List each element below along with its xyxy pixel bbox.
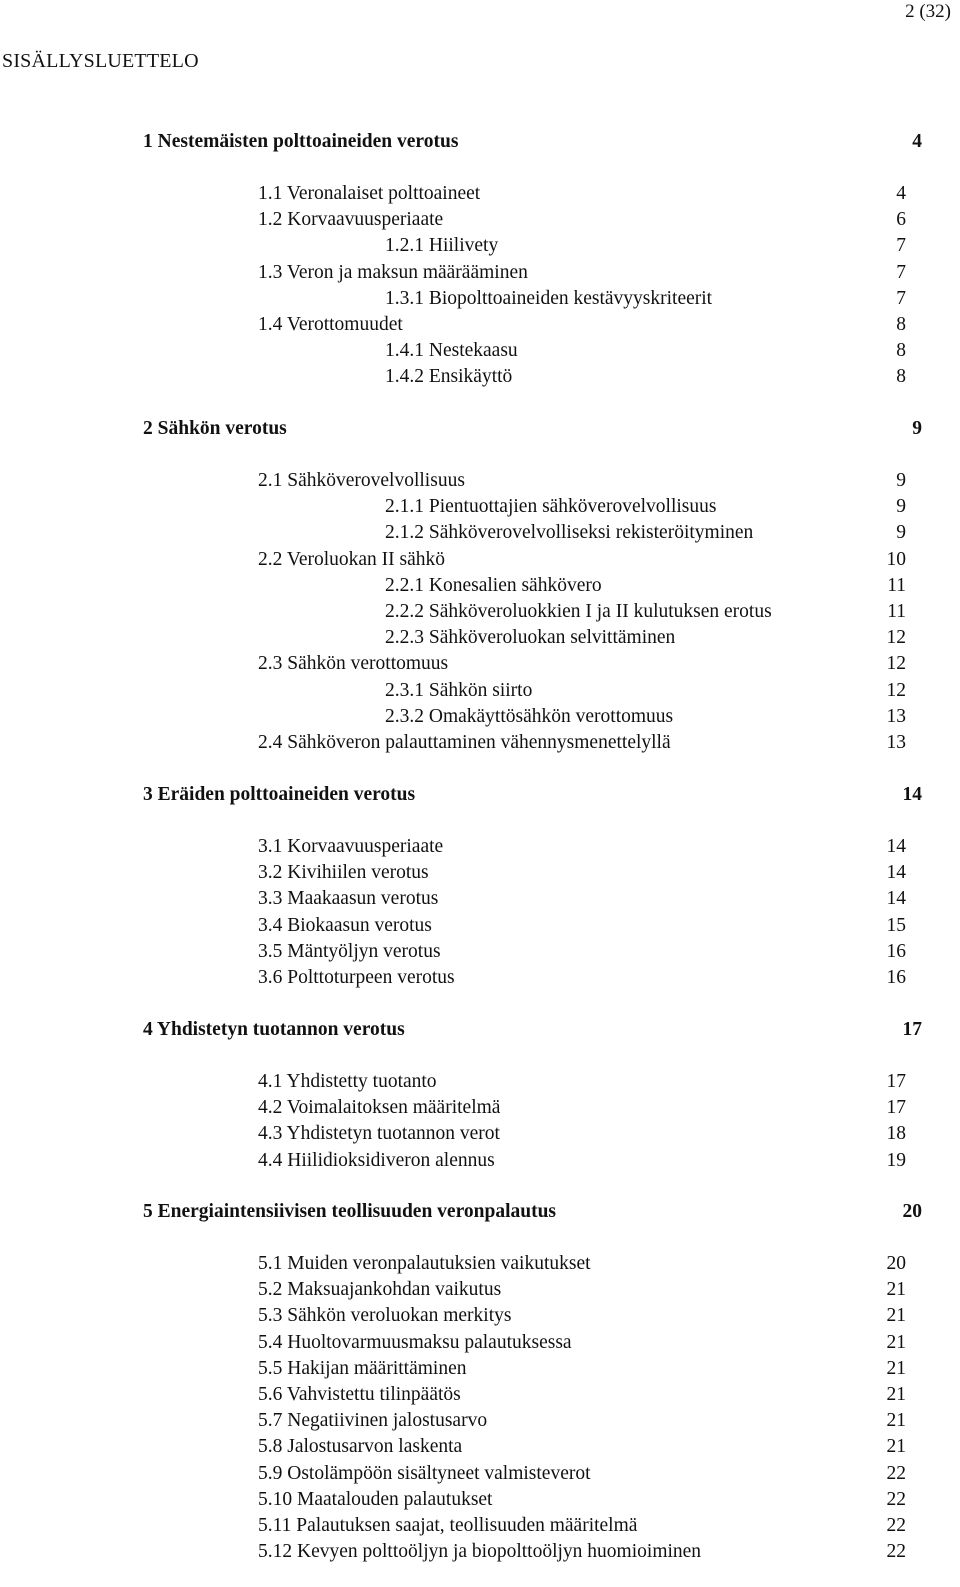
toc-subsection-entry[interactable] bbox=[0, 1408, 960, 1434]
toc-entry-label: 5 Energiaintensiivisen teollisuuden veronpalautus bbox=[143, 1201, 557, 1222]
toc-entry-page-number: 21 bbox=[886, 1384, 906, 1405]
toc-subsubsection-entry[interactable] bbox=[0, 494, 960, 520]
toc-entry-page-number: 11 bbox=[887, 601, 906, 622]
toc-entry-label: 1.2.1 Hiilivety bbox=[385, 235, 499, 257]
toc-subsubsection-entry[interactable] bbox=[0, 625, 960, 651]
toc-entry-label: 2.3.2 Omakäyttösähkön verottomuus bbox=[385, 705, 674, 727]
toc-entry-page-number: 14 bbox=[886, 888, 906, 910]
toc-entry-page-number: 8 bbox=[896, 366, 906, 388]
toc-entry-label: 2.3 Sähkön verottomuus bbox=[258, 653, 449, 675]
toc-title: SISÄLLYSLUETTELO bbox=[2, 50, 199, 72]
toc-entry-label: 3.6 Polttoturpeen verotus bbox=[258, 967, 455, 988]
toc-subsection-entry[interactable] bbox=[0, 939, 960, 965]
toc-entry-page-number: 21 bbox=[886, 1305, 906, 1327]
toc-entry-page-number: 8 bbox=[896, 340, 906, 362]
toc-entry-page-number: 16 bbox=[886, 967, 906, 988]
toc-entry-page-number: 22 bbox=[886, 1515, 906, 1536]
toc-entry-page-number: 7 bbox=[896, 287, 906, 309]
toc-subsection-entry[interactable] bbox=[0, 1121, 960, 1147]
toc-entry-label: 5.9 Ostolämpöön sisältyneet valmisteverot bbox=[258, 1462, 591, 1484]
toc-subsection-entry[interactable] bbox=[0, 886, 960, 912]
toc-subsection-entry[interactable] bbox=[0, 730, 960, 756]
toc-subsection-entry[interactable] bbox=[0, 1461, 960, 1487]
toc-entry-page-number: 14 bbox=[902, 784, 922, 805]
toc-entry-label: 2.1 Sähköverovelvollisuus bbox=[258, 470, 465, 491]
toc-subsubsection-entry[interactable] bbox=[0, 338, 960, 364]
toc-subsection-entry[interactable] bbox=[0, 1251, 960, 1277]
toc-entry-page-number: 16 bbox=[886, 940, 906, 962]
toc-entry-label: 5.2 Maksuajankohdan vaikutus bbox=[258, 1279, 502, 1301]
toc-section-heading[interactable] bbox=[0, 1017, 960, 1043]
toc-entry-page-number: 12 bbox=[886, 653, 906, 675]
toc-entry-label: 1.1 Veronalaiset polttoaineet bbox=[258, 183, 481, 204]
toc-subsubsection-entry[interactable] bbox=[0, 704, 960, 730]
toc-entry-label: 5.4 Huoltovarmuusmaksu palautuksessa bbox=[258, 1331, 572, 1353]
toc-entry-page-number: 4 bbox=[912, 131, 922, 152]
toc-entry-label: 2.2.2 Sähköveroluokkien I ja II kulutuksen erotus bbox=[385, 601, 772, 622]
toc-subsection-entry[interactable] bbox=[0, 468, 960, 494]
toc-subsubsection-entry[interactable] bbox=[0, 573, 960, 599]
toc-section-heading[interactable] bbox=[0, 416, 960, 442]
toc-entry-page-number: 9 bbox=[896, 522, 906, 544]
toc-subsection-entry[interactable] bbox=[0, 1095, 960, 1121]
toc-entry-label: 2.3.1 Sähkön siirto bbox=[385, 679, 533, 701]
toc-entry-label: 5.11 Palautuksen saajat, teollisuuden määritelmä bbox=[258, 1515, 638, 1536]
toc-entry-page-number: 20 bbox=[886, 1253, 906, 1274]
toc-entry-label: 2.2.1 Konesalien sähkövero bbox=[385, 574, 602, 596]
toc-entry-label: 1.3.1 Biopolttoaineiden kestävyyskriteerit bbox=[385, 287, 713, 309]
toc-subsubsection-entry[interactable] bbox=[0, 364, 960, 390]
toc-subsection-entry[interactable] bbox=[0, 651, 960, 677]
toc-entry-page-number: 14 bbox=[886, 836, 906, 857]
toc-entry-page-number: 22 bbox=[886, 1462, 906, 1484]
toc-subsection-entry[interactable] bbox=[0, 260, 960, 286]
toc-entry-label: 3 Eräiden polttoaineiden verotus bbox=[143, 784, 416, 805]
toc-entry-label: 1.3 Veron ja maksun määrääminen bbox=[258, 261, 528, 283]
toc-entry-label: 5.5 Hakijan määrittäminen bbox=[258, 1357, 467, 1379]
toc-entry-page-number: 21 bbox=[886, 1279, 906, 1301]
toc-subsection-entry[interactable] bbox=[0, 181, 960, 207]
toc-entry-page-number: 7 bbox=[896, 235, 906, 257]
toc-entry-page-number: 6 bbox=[896, 209, 906, 231]
toc-subsection-entry[interactable] bbox=[0, 834, 960, 860]
toc-entry-page-number: 9 bbox=[912, 418, 922, 439]
toc-entry-label: 1.4.2 Ensikäyttö bbox=[385, 366, 513, 388]
toc-entry-label: 2.1.2 Sähköverovelvolliseksi rekisteröityminen bbox=[385, 522, 754, 544]
toc-entry-label: 3.3 Maakaasun verotus bbox=[258, 888, 439, 910]
toc-entry-label: 3.1 Korvaavuusperiaate bbox=[258, 836, 444, 857]
toc-subsection-entry[interactable] bbox=[0, 1487, 960, 1513]
toc-entry-page-number: 13 bbox=[886, 705, 906, 727]
toc-entry-label: 2.2 Veroluokan II sähkö bbox=[258, 548, 446, 570]
toc-entry-label: 4.4 Hiilidioksidiveron alennus bbox=[258, 1149, 495, 1171]
toc-section-heading[interactable] bbox=[0, 1199, 960, 1225]
toc-subsection-entry[interactable] bbox=[0, 965, 960, 991]
toc-entry-page-number: 4 bbox=[896, 183, 906, 204]
toc-entry-page-number: 22 bbox=[886, 1541, 906, 1563]
toc-entry-label: 1.4.1 Nestekaasu bbox=[385, 340, 518, 362]
toc-subsection-entry[interactable] bbox=[0, 1303, 960, 1329]
toc-entry-label: 2.1.1 Pientuottajien sähköverovelvollisuus bbox=[385, 496, 717, 518]
toc-entry-page-number: 21 bbox=[886, 1436, 906, 1458]
toc-entry-page-number: 9 bbox=[896, 470, 906, 491]
toc-entry-page-number: 22 bbox=[886, 1488, 906, 1510]
toc-subsubsection-entry[interactable] bbox=[0, 286, 960, 312]
toc-entry-page-number: 7 bbox=[896, 261, 906, 283]
toc-entry-label: 1.4 Verottomuudet bbox=[258, 314, 403, 335]
toc-entry-label: 5.10 Maatalouden palautukset bbox=[258, 1488, 493, 1510]
toc-entry-page-number: 13 bbox=[886, 732, 906, 753]
toc-subsection-entry[interactable] bbox=[0, 1148, 960, 1174]
toc-subsection-entry[interactable] bbox=[0, 1434, 960, 1460]
toc-subsubsection-entry[interactable] bbox=[0, 678, 960, 704]
toc-entry-page-number: 11 bbox=[887, 574, 906, 596]
toc-entry-label: 4.3 Yhdistetyn tuotannon verot bbox=[258, 1123, 500, 1145]
toc-section-heading[interactable] bbox=[0, 782, 960, 808]
toc-entry-page-number: 21 bbox=[886, 1410, 906, 1432]
toc-entry-label: 4 Yhdistetyn tuotannon verotus bbox=[143, 1019, 405, 1040]
toc-subsection-entry[interactable] bbox=[0, 1356, 960, 1382]
toc-subsection-entry[interactable] bbox=[0, 312, 960, 338]
toc-entry-label: 4.2 Voimalaitoksen määritelmä bbox=[258, 1097, 501, 1119]
toc-entry-label: 5.3 Sähkön veroluokan merkitys bbox=[258, 1305, 512, 1327]
toc-subsubsection-entry[interactable] bbox=[0, 233, 960, 259]
toc-subsection-entry[interactable] bbox=[0, 1277, 960, 1303]
toc-subsection-entry[interactable] bbox=[0, 1513, 960, 1539]
toc-entry-page-number: 18 bbox=[886, 1123, 906, 1145]
toc-entry-label: 3.2 Kivihiilen verotus bbox=[258, 862, 429, 884]
toc-entry-page-number: 9 bbox=[896, 496, 906, 518]
toc-entry-label: 3.4 Biokaasun verotus bbox=[258, 914, 432, 936]
toc-subsection-entry[interactable] bbox=[0, 1382, 960, 1408]
toc-entry-page-number: 10 bbox=[886, 548, 906, 570]
toc-subsection-entry[interactable] bbox=[0, 1330, 960, 1356]
toc-entry-page-number: 19 bbox=[886, 1149, 906, 1171]
toc-subsection-entry[interactable] bbox=[0, 207, 960, 233]
toc-entry-page-number: 17 bbox=[902, 1019, 922, 1040]
toc-entry-label: 2 Sähkön verotus bbox=[143, 418, 287, 439]
toc-entry-label: 5.12 Kevyen polttoöljyn ja biopolttoöljyn huomioiminen bbox=[258, 1541, 702, 1563]
toc-entry-label: 3.5 Mäntyöljyn verotus bbox=[258, 940, 441, 962]
toc-subsection-entry[interactable] bbox=[0, 1069, 960, 1095]
toc-entry-page-number: 21 bbox=[886, 1331, 906, 1353]
toc-subsection-entry[interactable] bbox=[0, 860, 960, 886]
toc-subsection-entry[interactable] bbox=[0, 547, 960, 573]
toc-entry-label: 1.2 Korvaavuusperiaate bbox=[258, 209, 444, 231]
toc-entry-label: 5.8 Jalostusarvon laskenta bbox=[258, 1436, 463, 1458]
toc-entry-label: 1 Nestemäisten polttoaineiden verotus bbox=[143, 131, 459, 152]
toc-entry-page-number: 12 bbox=[886, 679, 906, 701]
toc-entry-label: 2.2.3 Sähköveroluokan selvittäminen bbox=[385, 627, 676, 649]
toc-subsection-entry[interactable] bbox=[0, 1539, 960, 1565]
toc-entry-page-number: 8 bbox=[896, 314, 906, 335]
toc-subsection-entry[interactable] bbox=[0, 913, 960, 939]
toc-entry-page-number: 12 bbox=[886, 627, 906, 649]
toc-entry-page-number: 14 bbox=[886, 862, 906, 884]
toc-entry-page-number: 15 bbox=[886, 914, 906, 936]
toc-entry-page-number: 17 bbox=[886, 1071, 906, 1092]
toc-entry-page-number: 17 bbox=[886, 1097, 906, 1119]
toc-entry-page-number: 21 bbox=[886, 1357, 906, 1379]
toc-entry-label: 2.4 Sähköveron palauttaminen vähennysmenettelyllä bbox=[258, 732, 671, 753]
toc-entry-label: 4.1 Yhdistetty tuotanto bbox=[258, 1071, 437, 1092]
toc-entry-page-number: 20 bbox=[902, 1201, 922, 1222]
toc-entry-label: 5.1 Muiden veronpalautuksien vaikutukset bbox=[258, 1253, 591, 1274]
toc-subsubsection-entry[interactable] bbox=[0, 599, 960, 625]
toc-section-heading[interactable] bbox=[0, 129, 960, 155]
page-number: 2 (32) bbox=[905, 1, 951, 22]
toc-subsubsection-entry[interactable] bbox=[0, 520, 960, 546]
toc-entry-label: 5.6 Vahvistettu tilinpäätös bbox=[258, 1384, 461, 1405]
toc-entry-label: 5.7 Negatiivinen jalostusarvo bbox=[258, 1410, 488, 1432]
